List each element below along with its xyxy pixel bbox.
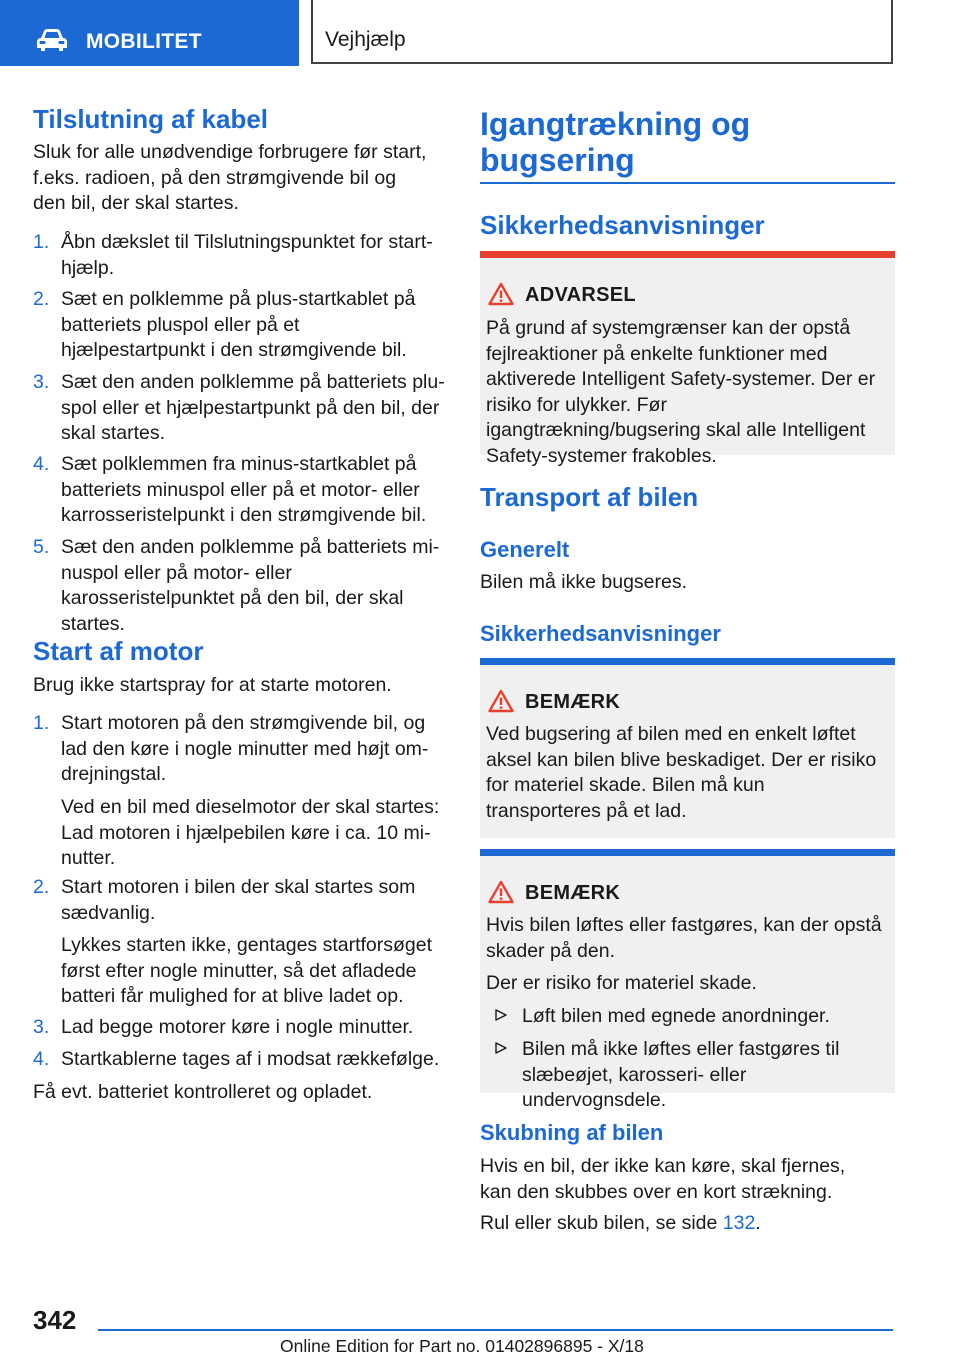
safety-title-2: Sikkerhedsanvisninger	[480, 621, 721, 646]
safety-title: Sikkerhedsanvisninger	[480, 210, 765, 240]
step-text: Sæt en polklemme på plus-startkablet på batteriets pluspol eller på et hjælpestartpunkt i den strømgivende bil.	[61, 288, 416, 361]
warning-box	[480, 251, 895, 467]
bullet-text: Løft bilen med egnede anordninger.	[522, 1005, 830, 1027]
page-number: 342	[33, 1305, 77, 1335]
push-reference	[480, 1211, 761, 1237]
step-number: 3.	[33, 1016, 50, 1038]
step-number: 4.	[33, 453, 50, 475]
note-text: Der er risiko for materiel skade.	[486, 972, 757, 994]
step-text: Åbn dækslet til Tilslutningspunktet for starthjælp.	[61, 231, 433, 279]
warning-triangle-icon	[488, 282, 514, 306]
engine-outro: Få evt. batteriet kontrolleret og opladet.	[33, 1081, 373, 1103]
chapter-tab[interactable]	[311, 0, 893, 64]
warning-triangle-icon	[488, 689, 514, 713]
triangle-bullet-icon	[494, 1008, 508, 1022]
step-text: Startkablerne tages af i modsat rækkefølge.	[61, 1048, 440, 1070]
warning-label: ADVARSEL	[525, 284, 636, 306]
main-title-line2: bugsering	[480, 142, 635, 178]
note-label: BEMÆRK	[525, 882, 621, 904]
warning-triangle-icon	[488, 880, 514, 904]
step-number: 1.	[33, 231, 50, 253]
section-tab[interactable]	[0, 0, 299, 66]
step-text: Start motoren i bilen der skal startes som sædvanlig.	[61, 876, 416, 924]
step-number: 3.	[33, 371, 50, 393]
step-extra-text: Ved en bil med dieselmotor der skal startes: Lad motoren i hjælpebilen køre i ca. 10 minutter.	[61, 796, 440, 869]
title-divider	[480, 182, 895, 184]
bullet-text: Bilen må ikke løftes eller fastgøres til slæbeøjet, karosseri- eller undervognsdele.	[522, 1038, 840, 1111]
transport-title: Transport af bilen	[480, 482, 699, 512]
push-text: Hvis en bil, der ikke kan køre, skal fjernes, kan den skubbes over en kort strækning.	[480, 1155, 846, 1203]
push-ref-suffix: .	[755, 1212, 761, 1234]
note-label: BEMÆRK	[525, 691, 621, 713]
step-text: Sæt den anden polklemme på batteriets minuspol eller på motor- eller karosseristelpunktet på den bil, der skal startes.	[61, 536, 440, 635]
step-number: 5.	[33, 536, 50, 558]
step-number: 2.	[33, 876, 50, 898]
note-box	[480, 849, 895, 1111]
footer-edition: Online Edition for Part no. 01402896895 - X/18	[280, 1336, 644, 1356]
general-title: Generelt	[480, 537, 570, 562]
warning-text: På grund af systemgrænser kan der opstå fejlreaktioner på enkelte funktioner med aktiverede Intelligent Safety-systemer. Der er risiko for ulykker. Før igangtrækning/bugsering skal alle Intelligent Safety-systemer frakobles.	[486, 317, 876, 467]
cable-title: Tilslutning af kabel	[33, 104, 269, 134]
step-text: Start motoren på den strømgivende bil, og lad den køre i nogle minutter med højt omdrejningstal.	[61, 712, 429, 785]
engine-intro: Brug ikke startspray for at starte motoren.	[33, 674, 392, 696]
step-text: Lad begge motorer køre i nogle minutter.	[61, 1016, 414, 1038]
step-text: Sæt polklemmen fra minus-startkablet på batteriets minuspol eller på et motor- eller karrosseristelpunkt i den strømgivende bil.	[61, 453, 427, 526]
push-title: Skubning af bilen	[480, 1120, 664, 1145]
push-ref-prefix: Rul eller skub bilen, se side	[480, 1212, 718, 1234]
step-text: Sæt den anden polklemme på batteriets pluspol eller et hjælpestartpunkt på den bil, der skal startes.	[61, 371, 445, 444]
step-number: 1.	[33, 712, 50, 734]
cable-intro: Sluk for alle unødvendige forbrugere før start, f.eks. radioen, på den strømgivende bil og den bil, der skal startes.	[33, 141, 427, 214]
note-box	[480, 658, 895, 838]
engine-title: Start af motor	[33, 636, 204, 666]
general-text: Bilen må ikke bugseres.	[480, 571, 688, 593]
page-reference-link[interactable]: 132	[722, 1212, 756, 1234]
note-text: Ved bugsering af bilen med en enkelt løftet aksel kan bilen blive beskadiget. Der er risiko for materiel skade. Bilen må kun transporteres på et lad.	[486, 723, 877, 822]
page-header	[0, 0, 960, 66]
footer-divider	[98, 1329, 893, 1331]
chapter-label: Vejhjælp	[325, 28, 406, 51]
triangle-bullet-icon	[494, 1041, 508, 1055]
step-number: 4.	[33, 1048, 50, 1070]
note-text: Hvis bilen løftes eller fastgøres, kan der opstå skader på den.	[486, 914, 882, 962]
step-number: 2.	[33, 288, 50, 310]
section-label: MOBILITET	[86, 30, 202, 53]
car-icon	[36, 29, 68, 51]
main-title-line1: Igangtrækning og	[480, 106, 751, 142]
step-extra-text: Lykkes starten ikke, gentages startforsøget først efter nogle minutter, så det afladede batteri får mulighed for at blive ladet op.	[61, 934, 433, 1007]
